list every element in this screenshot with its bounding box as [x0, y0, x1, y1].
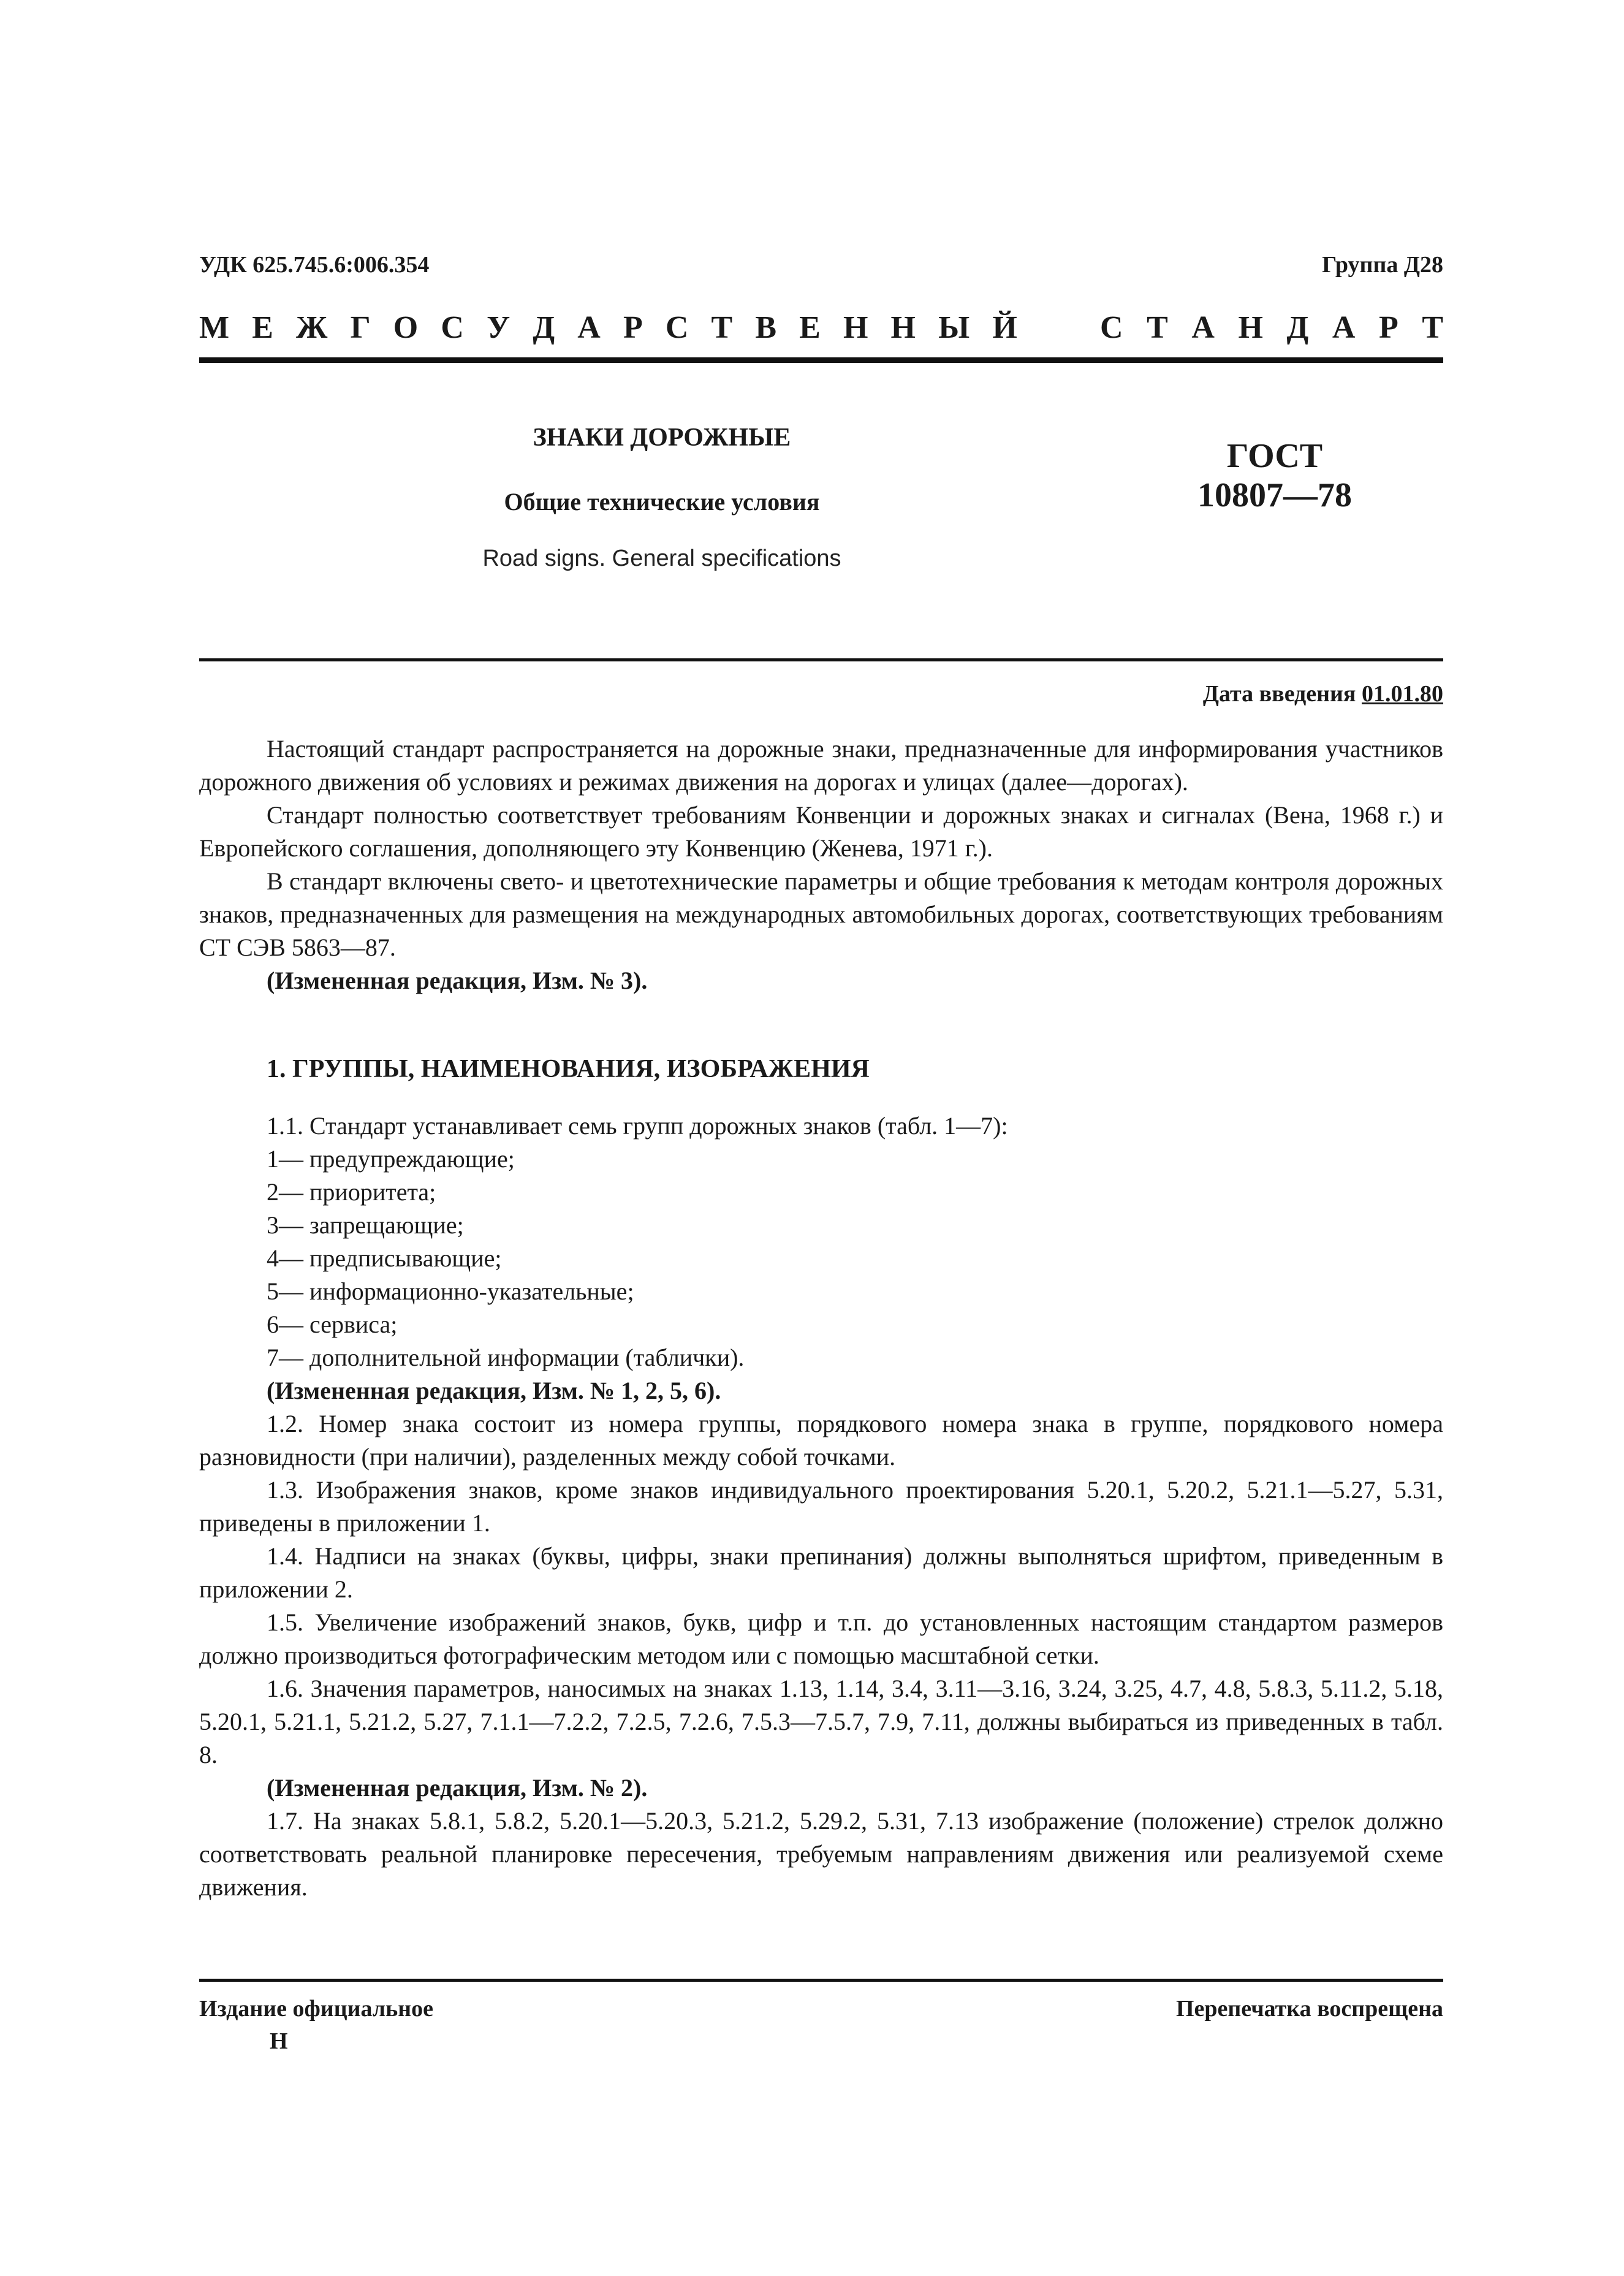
- title-divider: [199, 658, 1443, 661]
- banner-letter: О: [393, 310, 419, 345]
- banner-letter: Ы: [938, 310, 970, 345]
- list-item: 3— запрещающие;: [267, 1211, 464, 1239]
- gost-label: ГОСТ: [1226, 437, 1323, 475]
- group-code: Группа Д28: [1322, 252, 1443, 278]
- banner-letter: А: [1332, 310, 1356, 345]
- banner-letter: Й: [992, 310, 1017, 345]
- section-heading: 1. ГРУППЫ, НАИМЕНОВАНИЯ, ИЗОБРАЖЕНИЯ: [267, 1055, 870, 1083]
- clause-1-6: 1.6. Значения параметров, наносимых на знаках 1.13, 1.14, 3.4, 3.11—3.16, 3.24, 3.25, 4.7, 4.8, 5.8.3, 5.11.2, 5.18, 5.20.1, 5.21.1, 5.21.2, 5.27, 7.1.1—7.2.2, 7.2.5, 7.2.6, 7.5.3—7.5.7, 7.9, 7.11, должны выбираться из приведенных в табл. 8.: [199, 1675, 1443, 1768]
- banner-letter: Т: [711, 310, 733, 345]
- clause-1-7: 1.7. На знаках 5.8.1, 5.8.2, 5.20.1—5.20.3, 5.21.2, 5.29.2, 5.31, 7.13 изображение (положение) стрелок должно соответствовать реальной планировке пересечения, требуемым направлениям движения или реализуемой схеме движения.: [199, 1807, 1443, 1901]
- banner-letter: Д: [1286, 310, 1309, 345]
- date-value: 01.01.80: [1362, 681, 1443, 707]
- list-item: 7— дополнительной информации (таблички).: [267, 1344, 745, 1371]
- change-note: (Измененная редакция, Изм. № 1, 2, 5, 6).: [267, 1377, 721, 1404]
- banner-letter: Н: [1238, 310, 1263, 345]
- banner-word-interstate: [199, 310, 1100, 346]
- english-title: Road signs. General specifications: [482, 546, 841, 571]
- banner-letter: В: [755, 310, 777, 345]
- intro-paragraph: В стандарт включены свето- и цветотехнические параметры и общие требования к методам контроля дорожных знаков, предназначенных для размещения на международных автомобильных дорогах, соответствующих требованиям СТ СЭВ 5863—87.: [199, 867, 1443, 961]
- banner-letter: У: [487, 310, 510, 345]
- interstate-standard-banner: [199, 310, 1443, 346]
- intro-paragraph: Настоящий стандарт распространяется на дорожные знаки, предназначенные для информирования участников дорожного движения об условиях и режимах движения на дорогах и улицах (далее—дорогах).: [199, 735, 1443, 796]
- document-subtitle: Общие технические условия: [504, 488, 820, 516]
- banner-word-standard: [1100, 310, 1443, 346]
- list-item: 1— предупреждающие;: [267, 1145, 515, 1173]
- list-item: 6— сервиса;: [267, 1311, 398, 1338]
- clause-1-1: 1.1. Стандарт устанавливает семь групп дорожных знаков (табл. 1—7):: [267, 1112, 1008, 1140]
- udk-code: УДК 625.745.6:006.354: [199, 252, 430, 278]
- official-edition: Издание официальное: [199, 1996, 434, 2022]
- footer-divider: [199, 1979, 1443, 1982]
- banner-letter: Е: [252, 310, 273, 345]
- footer-letter: Н: [270, 2028, 288, 2054]
- banner-letter: С: [1100, 310, 1123, 345]
- banner-letter: Г: [350, 310, 371, 345]
- clause-1-5: 1.5. Увеличение изображений знаков, букв, цифр и т.п. до установленных настоящим стандартом размеров должно производиться фотографическим методом или с помощью масштабной сетки.: [199, 1608, 1443, 1669]
- banner-letter: Р: [623, 310, 643, 345]
- banner-letter: Ж: [296, 310, 328, 345]
- banner-letter: Н: [890, 310, 916, 345]
- banner-letter: А: [1191, 310, 1215, 345]
- gost-number: 10807—78: [1197, 476, 1352, 514]
- banner-letter: Т: [1422, 310, 1443, 345]
- document-title: ЗНАКИ ДОРОЖНЫЕ: [533, 424, 791, 452]
- date-label: Дата введения: [1202, 681, 1356, 707]
- banner-letter: С: [665, 310, 689, 345]
- banner-letter: С: [441, 310, 464, 345]
- list-item: 2— приоритета;: [267, 1178, 436, 1206]
- header-divider: [199, 357, 1443, 363]
- change-note: (Измененная редакция, Изм. № 3).: [267, 967, 648, 994]
- intro-section: [199, 733, 1443, 997]
- introduction-date: [1203, 680, 1443, 707]
- banner-letter: Н: [843, 310, 868, 345]
- banner-letter: А: [577, 310, 601, 345]
- banner-letter: Е: [799, 310, 821, 345]
- clause-1-4: 1.4. Надписи на знаках (буквы, цифры, знаки препинания) должны выполняться шрифтом, приведенным в приложении 2.: [199, 1542, 1443, 1603]
- banner-letter: Д: [533, 310, 555, 345]
- reprint-prohibited: Перепечатка воспрещена: [1175, 1996, 1443, 2022]
- banner-letter: М: [199, 310, 230, 345]
- change-note: (Измененная редакция, Изм. № 2).: [267, 1774, 648, 1802]
- banner-letter: Р: [1378, 310, 1398, 345]
- list-item: 4— предписывающие;: [267, 1244, 502, 1272]
- clause-1-2: 1.2. Номер знака состоит из номера группы, порядкового номера знака в группе, порядкового номера разновидности (при наличии), разделенных между собой точками.: [199, 1410, 1443, 1471]
- list-item: 5— информационно-указательные;: [267, 1277, 634, 1305]
- clause-1-3: 1.3. Изображения знаков, кроме знаков индивидуального проектирования 5.20.1, 5.20.2, 5.21.1—5.27, 5.31, приведены в приложении 1.: [199, 1476, 1443, 1537]
- intro-paragraph: Стандарт полностью соответствует требованиям Конвенции и дорожных знаках и сигналах (Вена, 1968 г.) и Европейского соглашения, дополняющего эту Конвенцию (Женева, 1971 г.).: [199, 801, 1443, 862]
- banner-letter: Т: [1147, 310, 1168, 345]
- section-1-body: [199, 1109, 1443, 1904]
